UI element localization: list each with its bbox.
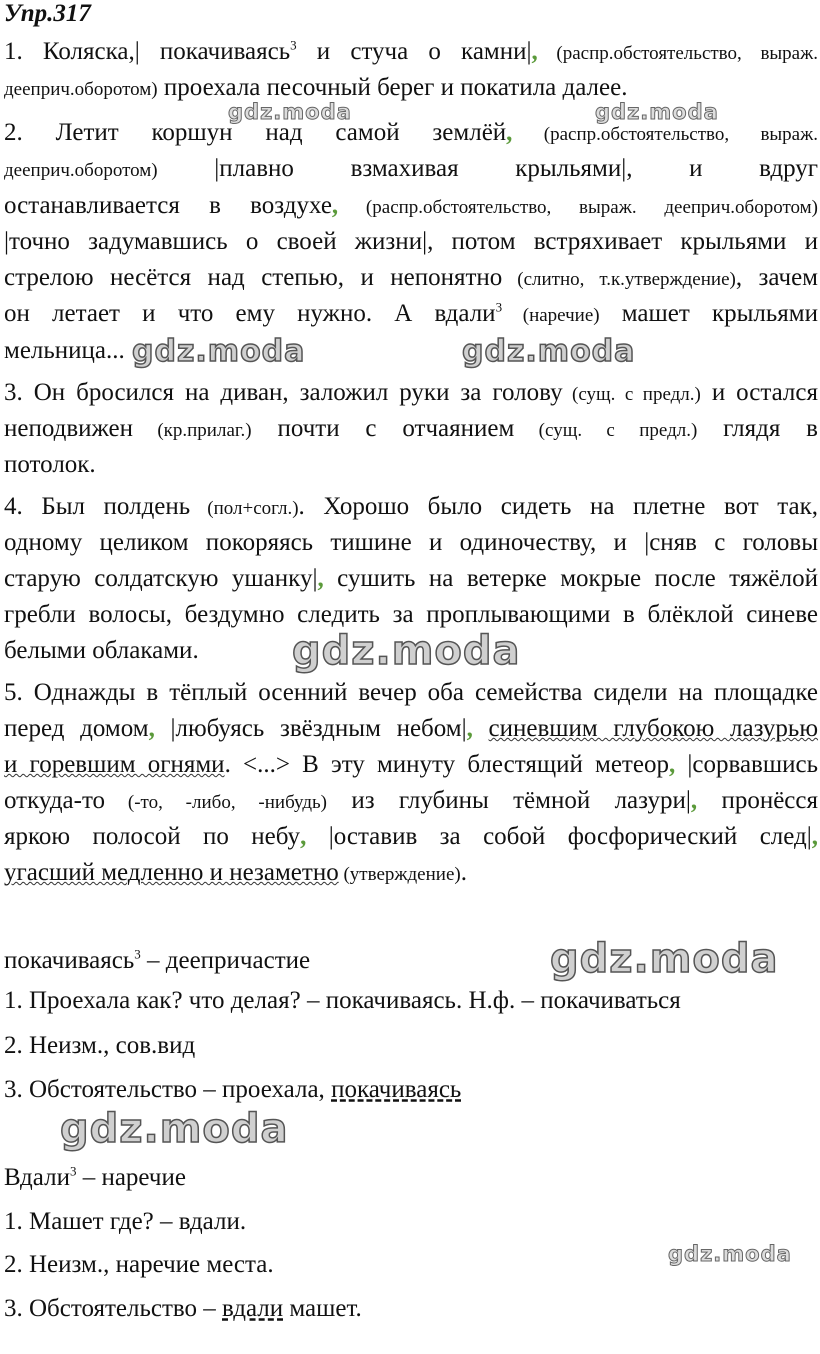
watermark-logo: gdz.moda [462, 334, 636, 369]
analysis-1-title: покачиваясь$^3$ – деепричастие [4, 946, 311, 974]
p2-line-3: останавливается в воздухе, (распр.обстоятельство, выраж. дееприч.оборотом) [4, 192, 818, 219]
analysis-2-title: Вдали$^3$ – наречие [4, 1163, 186, 1191]
p4-line-2: одному целиком покоряясь тишине и одиночеству, и |сняв с головы [4, 529, 818, 556]
watermark-logo: gdz.moda [668, 1242, 792, 1266]
watermark-logo: gdz.moda [228, 100, 352, 124]
watermark-logo: gdz.moda [132, 334, 306, 369]
watermark-logo: gdz.moda [595, 100, 719, 124]
p5-line-3: и горевшим огнями. <...> В эту минуту блестящий метеор, |сорвавшись [4, 751, 818, 778]
p2-line-4: |точно задумавшись о своей жизни|, потом встряхивает крыльями и [4, 228, 818, 255]
p4-line-5: белыми облаками. [4, 637, 199, 664]
watermark-logo: gdz.moda [292, 628, 521, 674]
p2-line-2: дееприч.оборотом) |плавно взмахивая крыльями|, и вдруг [4, 155, 818, 182]
analysis-1-item-1: 1. Проехала как? что делая? – покачиваясь. Н.ф. – покачиваться [4, 987, 681, 1014]
analysis-1-item-2: 2. Неизм., сов.вид [4, 1032, 196, 1059]
p4-line-1: 4. Был полдень (пол+согл.). Хорошо было сидеть на плетне вот так, [4, 493, 819, 520]
p5-line-2: перед домом, |любуясь звёздным небом|, синевшим глубокою лазурью [4, 715, 819, 742]
analysis-1-item-3: 3. Обстоятельство – проехала, покачиваясь [4, 1076, 462, 1103]
p5-line-5: яркою полосой по небу, |оставив за собой фосфорический след|, [4, 823, 819, 850]
p4-line-3: старую солдатскую ушанку|, сушить на ветерке мокрые после тяжёлой [4, 565, 818, 592]
p3-line-1: 3. Он бросился на диван, заложил руки за голову (сущ. с предл.) и остался [4, 379, 818, 406]
p3-line-2: неподвижен (кр.прилаг.) почти с отчаянием (сущ. с предл.) глядя в [4, 415, 818, 442]
p2-line-5: стрелою несётся над степью, и непонятно (слитно, т.к.утверждение), зачем [4, 264, 818, 291]
exercise-title: Упр.317 [4, 0, 91, 27]
p2-line-6: он летает и что ему нужно. А вдали$^3$ (наречие) машет крыльями [4, 299, 818, 327]
p1-line-2: дееприч.оборотом) проехала песочный берег и покатила далее. [4, 74, 628, 101]
p3-line-3: потолок. [4, 451, 96, 478]
p1-line-1: 1. Коляска,| покачиваясь$^3$ и стуча о камни|, (распр.обстоятельство, выраж. [4, 37, 818, 65]
p2-line-1: 2. Летит коршун над самой землёй, (распр.обстоятельство, выраж. [4, 119, 818, 146]
analysis-2-item-1: 1. Машет где? – вдали. [4, 1208, 247, 1235]
p5-line-4: откуда-то (-то, -либо, -нибудь) из глубины тёмной лазури|, пронёсся [4, 787, 819, 814]
watermark-logo: gdz.moda [60, 1106, 289, 1152]
p5-line-1: 5. Однажды в тёплый осенний вечер оба семейства сидели на площадке [4, 679, 818, 706]
p4-line-4: гребли волосы, бездумно следить за проплывающими в блёклой синеве [4, 601, 818, 628]
p5-line-6: угасший медленно и незаметно (утверждение). [4, 859, 467, 886]
analysis-2-item-3: 3. Обстоятельство – вдали машет. [4, 1295, 362, 1322]
analysis-2-item-2: 2. Неизм., наречие места. [4, 1251, 274, 1278]
watermark-logo: gdz.moda [550, 936, 779, 982]
p2-line-7: мельница... [4, 337, 125, 364]
